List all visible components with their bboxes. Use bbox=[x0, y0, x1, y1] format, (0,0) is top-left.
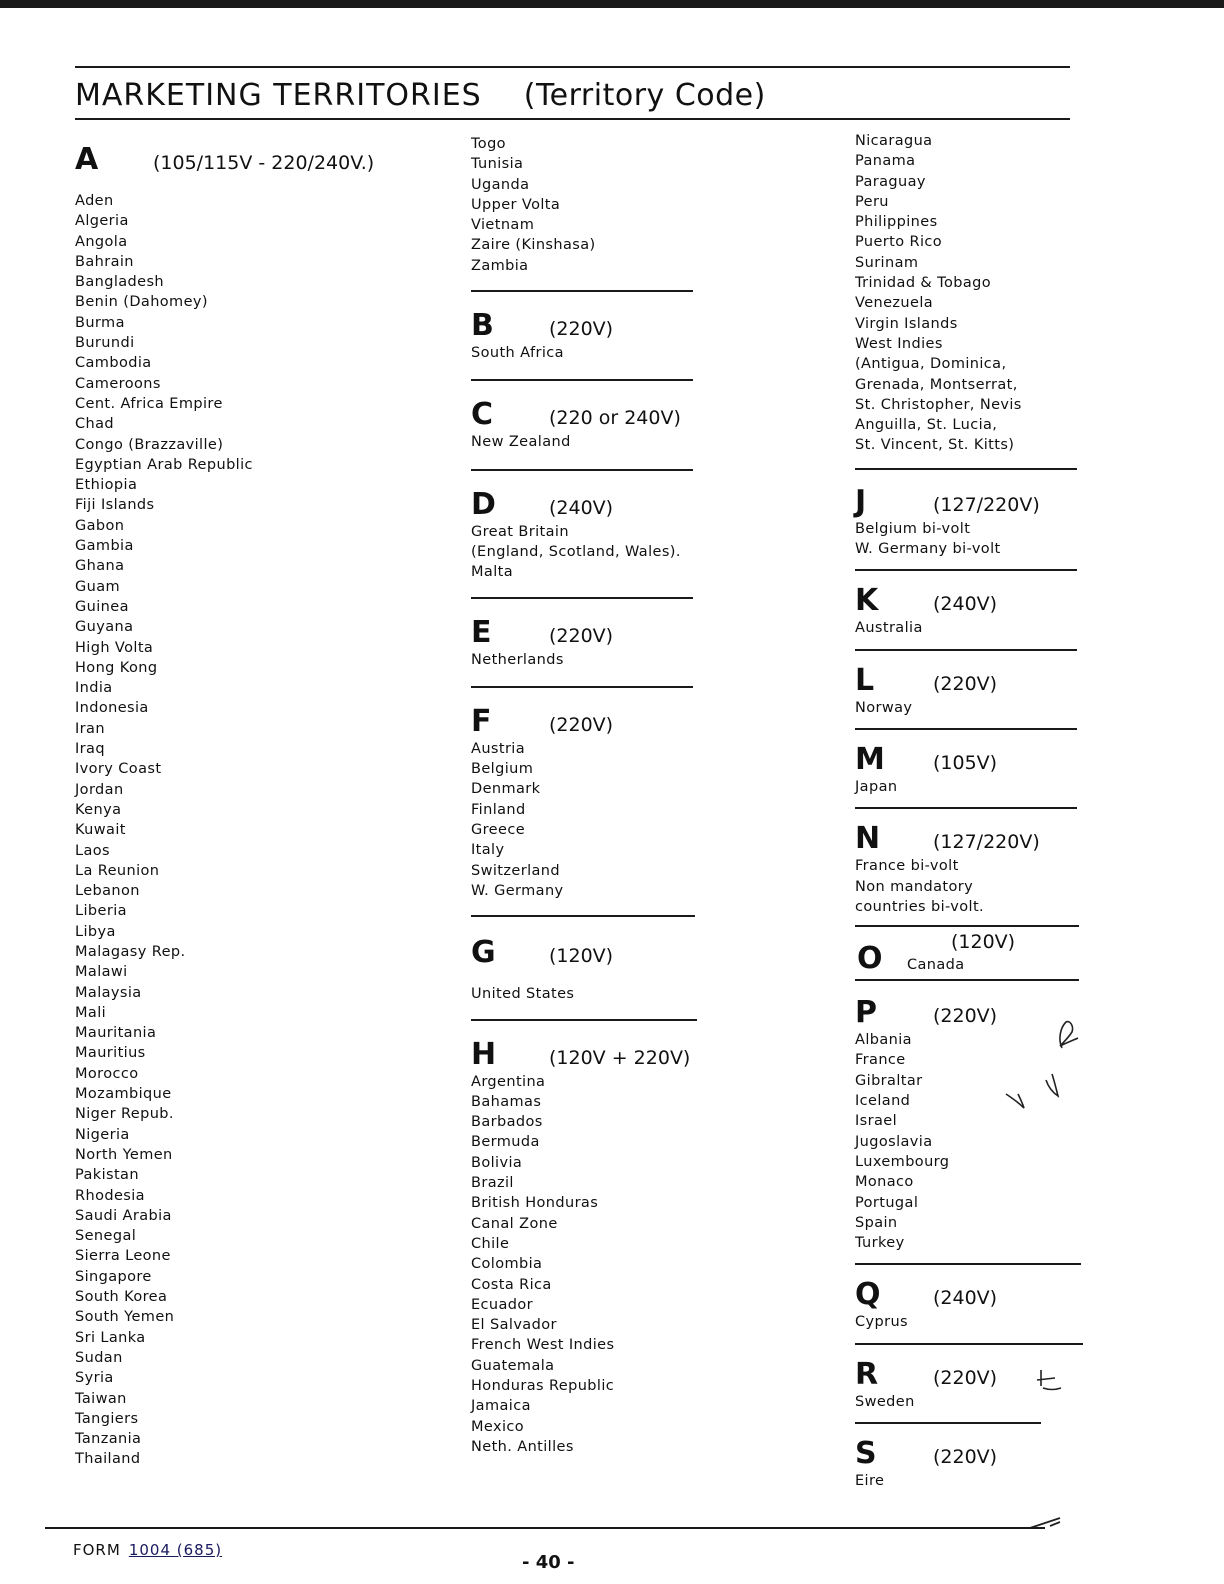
page-number: - 40 - bbox=[522, 1552, 575, 1573]
section-voltage: (240V) bbox=[549, 496, 614, 519]
section-D bbox=[471, 487, 701, 583]
section-voltage: (220V) bbox=[933, 1366, 998, 1389]
section-O bbox=[855, 931, 1085, 977]
country-list bbox=[75, 191, 455, 1470]
list-item: Portugal bbox=[855, 1194, 919, 1211]
list-item: High Volta bbox=[75, 639, 154, 656]
section-header bbox=[471, 487, 701, 522]
list-item: Iceland bbox=[855, 1093, 911, 1110]
list-item: Bangladesh bbox=[75, 274, 165, 291]
section-F bbox=[471, 704, 701, 901]
section-header bbox=[75, 142, 455, 177]
list-item: Virgin Islands bbox=[855, 315, 958, 332]
list-item: Benin (Dahomey) bbox=[75, 294, 208, 311]
list-item: Austria bbox=[471, 740, 526, 757]
list-item: Indonesia bbox=[75, 700, 149, 717]
section-header bbox=[471, 615, 701, 650]
section-voltage: (220V) bbox=[933, 672, 998, 695]
list-item: Panama bbox=[855, 153, 916, 170]
list-item: Laos bbox=[75, 842, 110, 859]
list-item: North Yemen bbox=[75, 1146, 173, 1163]
list-item: Mozambique bbox=[75, 1086, 172, 1103]
list-item: Sierra Leone bbox=[75, 1248, 171, 1265]
list-item: Spain bbox=[855, 1214, 898, 1231]
list-item: Sudan bbox=[75, 1349, 123, 1366]
list-item: French West Indies bbox=[471, 1337, 615, 1354]
column-1 bbox=[75, 142, 455, 1470]
list-item: Peru bbox=[855, 193, 889, 210]
section-letter: L bbox=[855, 662, 875, 698]
list-item: Cent. Africa Empire bbox=[75, 395, 223, 412]
list-item: Hong Kong bbox=[75, 659, 158, 676]
list-item: El Salvador bbox=[471, 1317, 557, 1334]
section-header bbox=[855, 742, 1085, 777]
list-item: Anguilla, St. Lucia, bbox=[855, 417, 998, 434]
list-item: Canada bbox=[907, 957, 965, 974]
list-item: Philippines bbox=[855, 214, 938, 231]
form-label: FORM bbox=[73, 1541, 121, 1559]
list-item: Jamaica bbox=[471, 1398, 531, 1415]
list-item: Turkey bbox=[855, 1235, 905, 1252]
section-N bbox=[855, 821, 1085, 917]
list-item: Pakistan bbox=[75, 1167, 139, 1184]
scan-top-edge bbox=[0, 0, 1224, 8]
section-voltage: (240V) bbox=[933, 593, 998, 616]
list-item: Sri Lanka bbox=[75, 1329, 146, 1346]
list-item: Greece bbox=[471, 822, 526, 839]
section-voltage: (120V + 220V) bbox=[549, 1046, 691, 1069]
section-G bbox=[471, 935, 701, 1004]
list-item: Kenya bbox=[75, 801, 122, 818]
list-item: Finland bbox=[471, 801, 526, 818]
handwritten-checkmarks bbox=[1000, 1010, 1100, 1120]
title-text: MARKETING TERRITORIES bbox=[75, 78, 482, 113]
list-item: Tangiers bbox=[75, 1410, 139, 1427]
list-item: Uganda bbox=[471, 176, 530, 193]
section-voltage: (220V) bbox=[549, 318, 614, 341]
section-divider bbox=[471, 379, 693, 381]
section-letter: Q bbox=[855, 1277, 881, 1313]
section-letter: A bbox=[75, 142, 99, 177]
list-item: Tanzania bbox=[75, 1431, 142, 1448]
section-S bbox=[855, 1436, 1085, 1491]
section-M bbox=[855, 742, 1085, 797]
list-item: Senegal bbox=[75, 1228, 137, 1245]
list-item: South Yemen bbox=[75, 1309, 175, 1326]
section-divider bbox=[471, 686, 693, 688]
list-item: Vietnam bbox=[471, 217, 535, 234]
section-header bbox=[855, 1436, 1085, 1471]
section-header bbox=[471, 704, 701, 739]
list-item: Rhodesia bbox=[75, 1187, 145, 1204]
section-letter: G bbox=[471, 935, 496, 971]
list-item: Mauritius bbox=[75, 1045, 146, 1062]
section-letter: F bbox=[471, 703, 492, 739]
list-item: Argentina bbox=[471, 1073, 546, 1090]
list-item: Netherlands bbox=[471, 651, 564, 668]
section-voltage: (105/115V - 220/240V.) bbox=[153, 152, 375, 174]
title-subtitle: (Territory Code) bbox=[523, 78, 766, 113]
list-item: (Antigua, Dominica, bbox=[855, 356, 1007, 373]
list-item: Libya bbox=[75, 923, 116, 940]
section-voltage: (127/220V) bbox=[933, 493, 1040, 516]
list-item: Belgium bbox=[471, 761, 534, 778]
list-item: Tunisia bbox=[471, 156, 524, 173]
section-voltage: (220V) bbox=[933, 1005, 998, 1028]
list-item: Chad bbox=[75, 416, 115, 433]
section-divider bbox=[855, 807, 1077, 809]
section-H bbox=[471, 1037, 701, 1458]
list-item: Upper Volta bbox=[471, 196, 561, 213]
list-item: Luxembourg bbox=[855, 1153, 950, 1170]
list-item: St. Christopher, Nevis bbox=[855, 396, 1022, 413]
list-item: Syria bbox=[75, 1370, 114, 1387]
list-item: Malagasy Rep. bbox=[75, 943, 186, 960]
section-letter: C bbox=[471, 397, 494, 433]
list-item: France bbox=[855, 1052, 906, 1069]
list-item: Nicaragua bbox=[855, 133, 933, 149]
section-voltage: (220V) bbox=[933, 1445, 998, 1468]
list-item: Colombia bbox=[471, 1256, 543, 1273]
list-item: Taiwan bbox=[75, 1390, 127, 1407]
list-item: New Zealand bbox=[471, 434, 571, 451]
list-item: Nigeria bbox=[75, 1126, 130, 1143]
list-item: Bahrain bbox=[75, 253, 134, 270]
list-item: South Korea bbox=[75, 1289, 168, 1306]
section-header bbox=[471, 397, 701, 432]
list-item: Chile bbox=[471, 1235, 510, 1252]
list-item: Israel bbox=[855, 1113, 898, 1130]
list-item: Iraq bbox=[75, 741, 105, 758]
section-letter: J bbox=[855, 483, 867, 519]
section-letter: P bbox=[855, 995, 877, 1031]
section-divider bbox=[471, 1019, 697, 1021]
list-item: West Indies bbox=[855, 335, 943, 352]
list-item: Algeria bbox=[75, 213, 129, 230]
list-item: La Reunion bbox=[75, 862, 160, 879]
section-divider bbox=[855, 569, 1077, 571]
list-item: Ivory Coast bbox=[75, 761, 162, 778]
section-voltage: (120V) bbox=[951, 931, 1016, 954]
list-item: Brazil bbox=[471, 1175, 514, 1192]
list-item: Mexico bbox=[471, 1418, 525, 1435]
list-item: Grenada, Montserrat, bbox=[855, 376, 1018, 393]
list-item: Lebanon bbox=[75, 883, 140, 900]
section-A-continued bbox=[471, 134, 701, 276]
form-code: 1004 (685) bbox=[128, 1541, 223, 1559]
list-item: Norway bbox=[855, 699, 913, 716]
list-item: South Africa bbox=[471, 345, 564, 362]
list-item: countries bi-volt. bbox=[855, 898, 985, 915]
list-item: Malaysia bbox=[75, 984, 142, 1001]
list-item: Aden bbox=[75, 193, 114, 209]
list-item: Jugoslavia bbox=[855, 1133, 933, 1150]
section-header bbox=[471, 1037, 701, 1072]
section-divider bbox=[855, 1263, 1081, 1265]
list-item: Zambia bbox=[471, 257, 529, 274]
section-voltage: (120V) bbox=[549, 945, 614, 968]
list-item: India bbox=[75, 680, 113, 697]
section-header bbox=[855, 484, 1085, 519]
section-divider bbox=[855, 468, 1077, 470]
list-item: Honduras Republic bbox=[471, 1377, 615, 1394]
section-divider bbox=[855, 649, 1077, 651]
list-item: Switzerland bbox=[471, 862, 560, 879]
section-L bbox=[855, 663, 1085, 718]
list-item: Belgium bi-volt bbox=[855, 520, 971, 537]
list-item: Paraguay bbox=[855, 173, 926, 190]
section-A bbox=[75, 142, 455, 1470]
section-letter: K bbox=[855, 583, 879, 619]
list-item: Guam bbox=[75, 578, 121, 595]
list-item: Australia bbox=[855, 620, 923, 637]
list-item: Zaire (Kinshasa) bbox=[471, 237, 596, 254]
list-item: Monaco bbox=[855, 1174, 914, 1191]
section-divider bbox=[471, 290, 693, 292]
section-letter: N bbox=[855, 821, 881, 857]
list-item: St. Vincent, St. Kitts) bbox=[855, 437, 1015, 454]
list-item: W. Germany bbox=[471, 882, 564, 899]
column-2 bbox=[471, 134, 701, 1457]
list-item: Bermuda bbox=[471, 1134, 540, 1151]
section-C bbox=[471, 397, 701, 452]
section-J bbox=[855, 484, 1085, 560]
section-header bbox=[471, 935, 701, 970]
list-item: Trinidad & Tobago bbox=[855, 275, 991, 292]
list-item: Liberia bbox=[75, 903, 127, 920]
list-item: Mauritania bbox=[75, 1025, 157, 1042]
list-item: Ecuador bbox=[471, 1296, 534, 1313]
section-divider bbox=[855, 979, 1079, 981]
list-item: Congo (Brazzaville) bbox=[75, 436, 224, 453]
section-voltage: (105V) bbox=[933, 751, 998, 774]
list-item: Japan bbox=[855, 778, 898, 795]
section-header bbox=[855, 663, 1085, 698]
list-item: Eire bbox=[855, 1472, 885, 1489]
list-item: Cambodia bbox=[75, 355, 152, 372]
section-divider bbox=[471, 915, 695, 917]
section-K bbox=[855, 583, 1085, 638]
section-voltage: (220 or 240V) bbox=[549, 407, 681, 430]
header-top-rule bbox=[75, 66, 1070, 68]
list-item: Bahamas bbox=[471, 1093, 542, 1110]
list-item: Malta bbox=[471, 564, 513, 581]
section-divider bbox=[471, 597, 693, 599]
list-item: Fiji Islands bbox=[75, 497, 155, 514]
section-letter: B bbox=[471, 308, 494, 344]
list-item: Denmark bbox=[471, 781, 541, 798]
footer-rule bbox=[45, 1527, 1045, 1529]
list-item: Albania bbox=[855, 1032, 912, 1049]
list-item: Canal Zone bbox=[471, 1215, 558, 1232]
header-bottom-rule bbox=[75, 118, 1070, 120]
list-item: Mali bbox=[75, 1004, 107, 1021]
section-header bbox=[855, 821, 1085, 856]
section-letter: E bbox=[471, 614, 492, 650]
section-Q bbox=[855, 1277, 1085, 1332]
list-item: Italy bbox=[471, 842, 505, 859]
list-item: Angola bbox=[75, 233, 128, 250]
list-item: Gambia bbox=[75, 538, 134, 555]
section-divider bbox=[855, 925, 1079, 927]
section-B bbox=[471, 308, 701, 363]
section-divider bbox=[855, 1343, 1083, 1345]
section-divider bbox=[471, 469, 693, 471]
list-item: Morocco bbox=[75, 1065, 139, 1082]
column-3 bbox=[855, 131, 1085, 1491]
list-item: Malawi bbox=[75, 964, 128, 981]
section-voltage: (240V) bbox=[933, 1287, 998, 1310]
list-item: Guinea bbox=[75, 598, 129, 615]
list-item: Thailand bbox=[75, 1451, 141, 1468]
list-item: Puerto Rico bbox=[855, 234, 943, 251]
list-item: Burma bbox=[75, 314, 125, 331]
section-H-continued bbox=[855, 131, 1085, 456]
list-item: Guyana bbox=[75, 619, 134, 636]
section-letter: S bbox=[855, 1435, 877, 1471]
list-item: Guatemala bbox=[471, 1357, 555, 1374]
form-number bbox=[73, 1541, 228, 1559]
section-letter: D bbox=[471, 486, 496, 522]
list-item: Bolivia bbox=[471, 1154, 523, 1171]
list-item: Cyprus bbox=[855, 1314, 909, 1331]
section-letter: R bbox=[855, 1356, 879, 1392]
list-item: Egyptian Arab Republic bbox=[75, 456, 253, 473]
section-voltage: (220V) bbox=[549, 713, 614, 736]
list-item: Non mandatory bbox=[855, 878, 974, 895]
list-item: (England, Scotland, Wales). bbox=[471, 543, 681, 560]
section-header bbox=[855, 1277, 1085, 1312]
section-divider bbox=[855, 728, 1077, 730]
list-item: Singapore bbox=[75, 1268, 152, 1285]
list-item: Gabon bbox=[75, 517, 125, 534]
list-item: Venezuela bbox=[855, 295, 934, 312]
section-divider bbox=[855, 1422, 1041, 1424]
list-item: Iran bbox=[75, 720, 105, 737]
list-item: Great Britain bbox=[471, 523, 569, 540]
footer-stroke-mark bbox=[1030, 1514, 1070, 1534]
list-item: Barbados bbox=[471, 1114, 543, 1131]
section-letter: H bbox=[471, 1036, 497, 1072]
section-letter: M bbox=[855, 741, 885, 777]
list-item: Niger Repub. bbox=[75, 1106, 174, 1123]
list-item: British Honduras bbox=[471, 1195, 599, 1212]
page-title bbox=[75, 78, 766, 113]
list-item: Surinam bbox=[855, 254, 919, 271]
list-item: Gibraltar bbox=[855, 1072, 923, 1089]
section-letter: O bbox=[857, 941, 883, 977]
list-item: Burundi bbox=[75, 335, 135, 352]
section-header bbox=[471, 308, 701, 343]
list-item: Kuwait bbox=[75, 822, 126, 839]
section-header bbox=[855, 583, 1085, 618]
list-item: France bi-volt bbox=[855, 858, 959, 875]
list-item: Cameroons bbox=[75, 375, 161, 392]
list-item: Costa Rica bbox=[471, 1276, 552, 1293]
list-item: Ghana bbox=[75, 558, 125, 575]
section-E bbox=[471, 615, 701, 670]
list-item: United States bbox=[471, 986, 575, 1003]
list-item: Togo bbox=[471, 136, 506, 152]
list-item: Jordan bbox=[75, 781, 124, 798]
list-item: Sweden bbox=[855, 1393, 915, 1410]
list-item: Saudi Arabia bbox=[75, 1207, 172, 1224]
section-voltage: (220V) bbox=[549, 624, 614, 647]
list-item: Ethiopia bbox=[75, 477, 138, 494]
handwritten-mark bbox=[1035, 1366, 1075, 1396]
section-voltage: (127/220V) bbox=[933, 831, 1040, 854]
list-item: Neth. Antilles bbox=[471, 1438, 574, 1455]
list-item: W. Germany bi-volt bbox=[855, 541, 1001, 558]
